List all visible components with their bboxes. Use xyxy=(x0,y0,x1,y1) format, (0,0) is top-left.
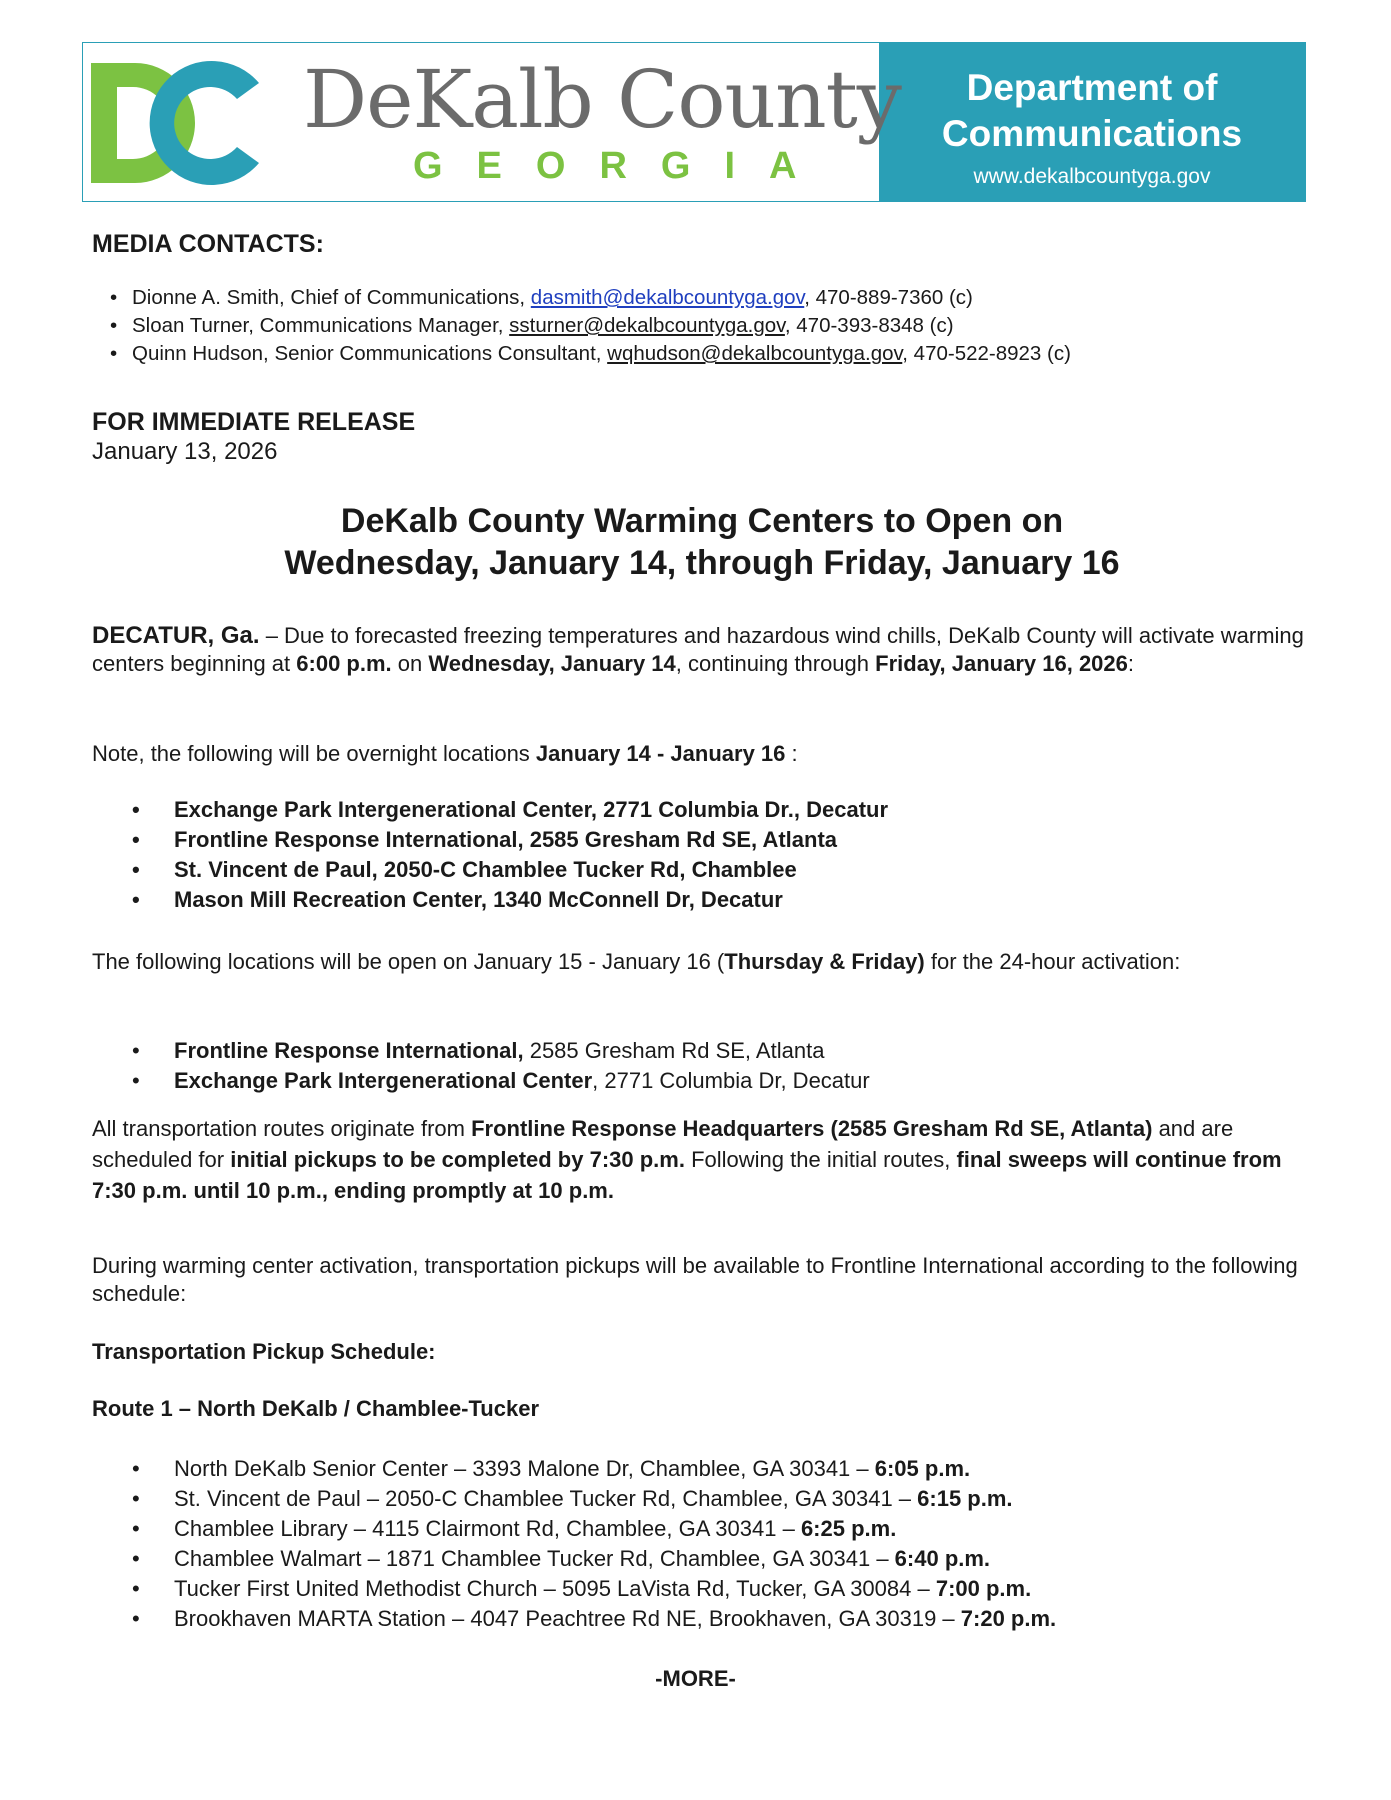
location-address: 2585 Gresham Rd SE, Atlanta xyxy=(523,1038,825,1063)
media-contacts-heading: MEDIA CONTACTS: xyxy=(92,230,324,258)
letterhead xyxy=(82,42,1306,202)
county-wordmark: DeKalb County xyxy=(303,53,901,146)
activation-location-list xyxy=(92,1036,1312,1096)
headline-line2: Wednesday, January 14, through Friday, January 16 xyxy=(284,544,1120,582)
department-banner xyxy=(879,43,1305,201)
intro-text: – Due to forecasted freezing temperatures and hazardous wind chills, DeKalb County will activate warming centers beginning at xyxy=(92,623,1304,676)
list-item xyxy=(92,1514,1312,1544)
stop-time: 6:40 p.m. xyxy=(894,1546,991,1571)
dc-logo-icon xyxy=(87,53,267,193)
overnight-dates: January 14 - January 16 xyxy=(535,741,786,766)
list-item xyxy=(92,1544,1312,1574)
routes-bold: final sweeps will continue from 7:30 p.m. until 10 p.m., ending promptly at 10 p.m. xyxy=(92,1147,1282,1203)
route1-stops xyxy=(92,1454,1312,1634)
contact-phone: , 470-522-8923 (c) xyxy=(902,342,1071,365)
overnight-location-list xyxy=(92,795,1312,915)
overnight-locations xyxy=(92,795,1312,915)
list-item xyxy=(92,1066,1312,1096)
contact-email-link[interactable]: wqhudson@dekalbcountyga.gov xyxy=(607,342,903,365)
overnight-text: : xyxy=(785,741,798,766)
dateline: DECATUR, Ga. xyxy=(92,622,260,649)
list-item: • Exchange Park Intergenerational Center, 2771 Columbia Dr., Decatur xyxy=(92,795,1312,825)
stop-time: 6:05 p.m. xyxy=(874,1456,971,1481)
contact-email-link[interactable]: dasmith@dekalbcountyga.gov xyxy=(530,286,805,309)
location-name: Exchange Park Intergenerational Center xyxy=(174,1068,593,1093)
headline-line1: DeKalb County Warming Centers to Open on xyxy=(340,502,1064,540)
media-contacts-section xyxy=(92,230,1312,368)
routes-text: and are scheduled for xyxy=(92,1116,1234,1172)
routes-text: All transportation routes originate from xyxy=(92,1116,472,1141)
stop-time: 6:15 p.m. xyxy=(917,1486,1013,1511)
stop-place: North DeKalb Senior Center – 3393 Malone Dr, Chamblee, GA 30341 – xyxy=(174,1456,875,1481)
stop-place: Brookhaven MARTA Station – 4047 Peachtree Rd NE, Brookhaven, GA 30319 – xyxy=(174,1606,961,1631)
routes-text: Following the initial routes, xyxy=(684,1147,957,1172)
route1-heading: Route 1 – North DeKalb / Chamblee-Tucker xyxy=(92,1396,540,1421)
stop-time: 7:20 p.m. xyxy=(960,1606,1057,1631)
activation-days: Thursday & Friday) xyxy=(724,949,925,974)
list-item xyxy=(92,1454,1312,1484)
list-item: • Mason Mill Recreation Center, 1340 McConnell Dr, Decatur xyxy=(92,885,1312,915)
contact-phone: , 470-889-7360 (c) xyxy=(804,286,973,309)
list-item xyxy=(92,1036,1312,1066)
list-item xyxy=(92,1574,1312,1604)
release-date: January 13, 2026 xyxy=(92,438,278,465)
activation-24-paragraph xyxy=(92,948,1312,976)
location-address: , 2771 Columbia Dr, Decatur xyxy=(592,1068,870,1093)
schedule-intro: During warming center activation, transportation pickups will be available to Frontline International according to the following schedule: xyxy=(92,1253,1298,1306)
contact-phone: , 470-393-8348 (c) xyxy=(784,314,954,337)
contacts-list xyxy=(92,284,1312,368)
intro-bold: 6:00 p.m. xyxy=(296,651,392,676)
route1-stop-list xyxy=(92,1454,1312,1634)
activation-text: for the 24-hour activation: xyxy=(924,949,1181,974)
routes-bold: Frontline Response Headquarters (2585 Gresham Rd SE, Atlanta) xyxy=(471,1116,1153,1141)
contact-item xyxy=(92,340,1312,368)
schedule-heading: Transportation Pickup Schedule: xyxy=(92,1339,436,1364)
more-marker: -MORE- xyxy=(655,1666,736,1691)
stop-time: 6:25 p.m. xyxy=(800,1516,897,1541)
list-item xyxy=(92,1484,1312,1514)
stop-place: St. Vincent de Paul – 2050-C Chamblee Tucker Rd, Chamblee, GA 30341 – xyxy=(174,1486,918,1511)
stop-place: Tucker First United Methodist Church – 5095 LaVista Rd, Tucker, GA 30084 – xyxy=(174,1576,936,1601)
overnight-note xyxy=(92,740,1312,768)
contact-item xyxy=(92,312,1312,340)
list-item xyxy=(92,1604,1312,1634)
intro-bold: Friday, January 16, 2026 xyxy=(875,651,1128,676)
overnight-text: Note, the following will be overnight locations xyxy=(92,741,536,766)
headline xyxy=(92,500,1312,584)
contact-name: Dionne A. Smith, Chief of Communications, xyxy=(132,286,531,309)
letterhead-logo-area xyxy=(83,43,901,201)
intro-text: on xyxy=(391,651,429,676)
stop-place: Chamblee Library – 4115 Clairmont Rd, Chamblee, GA 30341 – xyxy=(174,1516,801,1541)
list-item: • Frontline Response International, 2585 Gresham Rd SE, Atlanta xyxy=(92,825,1312,855)
contact-name: Sloan Turner, Communications Manager, xyxy=(132,314,510,337)
contact-email-link[interactable]: ssturner@dekalbcountyga.gov xyxy=(509,314,785,337)
intro-paragraph xyxy=(92,622,1312,678)
release-block xyxy=(92,408,1312,468)
stop-time: 7:00 p.m. xyxy=(935,1576,1032,1601)
department-website[interactable]: www.dekalbcountyga.gov xyxy=(973,165,1211,188)
intro-text: : xyxy=(1127,651,1135,676)
release-label: FOR IMMEDIATE RELEASE xyxy=(92,408,416,436)
stop-place: Chamblee Walmart – 1871 Chamblee Tucker Rd, Chamblee, GA 30341 – xyxy=(174,1546,895,1571)
contact-name: Quinn Hudson, Senior Communications Consultant, xyxy=(132,342,608,365)
department-title-line1: Department of xyxy=(966,67,1218,108)
location-name: Frontline Response International, xyxy=(174,1038,524,1063)
activation-text: The following locations will be open on January 15 - January 16 ( xyxy=(92,949,725,974)
contact-item xyxy=(92,284,1312,312)
intro-bold: Wednesday, January 14 xyxy=(428,651,676,676)
routes-bold: initial pickups to be completed by 7:30 p.m. xyxy=(230,1147,685,1172)
state-wordmark: GEORGIA xyxy=(413,145,831,187)
department-title-line2: Communications xyxy=(941,113,1243,154)
list-item: • St. Vincent de Paul, 2050-C Chamblee Tucker Rd, Chamblee xyxy=(92,855,1312,885)
routes-paragraph xyxy=(92,1113,1312,1206)
activation-24-locations xyxy=(92,1036,1312,1096)
intro-text: , continuing through xyxy=(675,651,876,676)
